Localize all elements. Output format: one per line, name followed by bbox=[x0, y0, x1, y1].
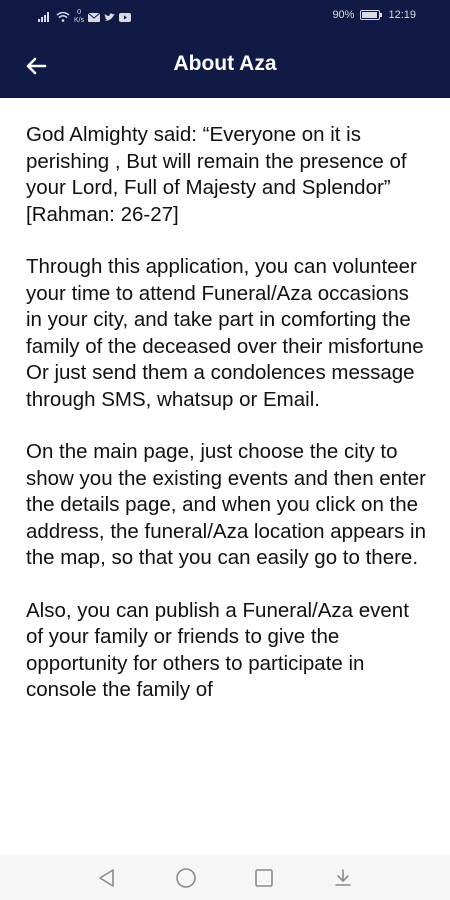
nav-home-button[interactable] bbox=[174, 866, 198, 890]
about-paragraph-intro: Through this application, you can volunteer your time to attend Funeral/Aza occasions in your city, and take part in comforting the family of the deceased over their misfortune Or just send them a condolences message through SMS, whatsup or Email. bbox=[26, 255, 424, 411]
net-speed-unit: K/s bbox=[74, 17, 85, 24]
youtube-icon bbox=[119, 13, 131, 22]
nav-recents-button[interactable] bbox=[252, 866, 276, 890]
system-nav-bar bbox=[0, 855, 450, 900]
about-paragraph-main-page: On the main page, just choose the city to show you the existing events and then enter the details page, and when you click on the address, the funeral/Aza location appears in the map, so that you can easily go to there. bbox=[26, 440, 426, 569]
clock: 12:19 bbox=[388, 9, 416, 21]
status-bar bbox=[0, 0, 450, 34]
net-speed-value: 0 bbox=[77, 9, 82, 16]
about-content[interactable] bbox=[26, 98, 426, 832]
about-paragraph-quote: God Almighty said: “Everyone on it is perishing , But will remain the presence of your Lord, Full of Majesty and Splendor” [Rahman: 26-27] bbox=[26, 123, 407, 226]
battery-percent: 90% bbox=[332, 9, 355, 21]
nav-notifications-button[interactable] bbox=[331, 866, 355, 890]
battery-icon bbox=[360, 10, 382, 20]
recents-square-icon bbox=[254, 868, 274, 888]
mail-icon bbox=[88, 13, 100, 22]
twitter-icon bbox=[104, 13, 115, 22]
status-icons-left bbox=[38, 9, 131, 25]
notification-pull-down-icon bbox=[333, 868, 353, 888]
about-paragraph-publish: Also, you can publish a Funeral/Aza event of your family or friends to give the opportunity for others to participate in console the family of bbox=[26, 598, 409, 701]
home-circle-icon bbox=[175, 867, 197, 889]
status-icons-right bbox=[332, 9, 416, 21]
app-bar bbox=[0, 34, 450, 98]
signal-icon bbox=[38, 12, 52, 22]
page-title: About Aza bbox=[173, 52, 277, 75]
wifi-icon bbox=[56, 12, 70, 22]
back-triangle-icon bbox=[97, 868, 117, 888]
net-speed bbox=[74, 9, 84, 25]
nav-back-button[interactable] bbox=[95, 866, 119, 890]
